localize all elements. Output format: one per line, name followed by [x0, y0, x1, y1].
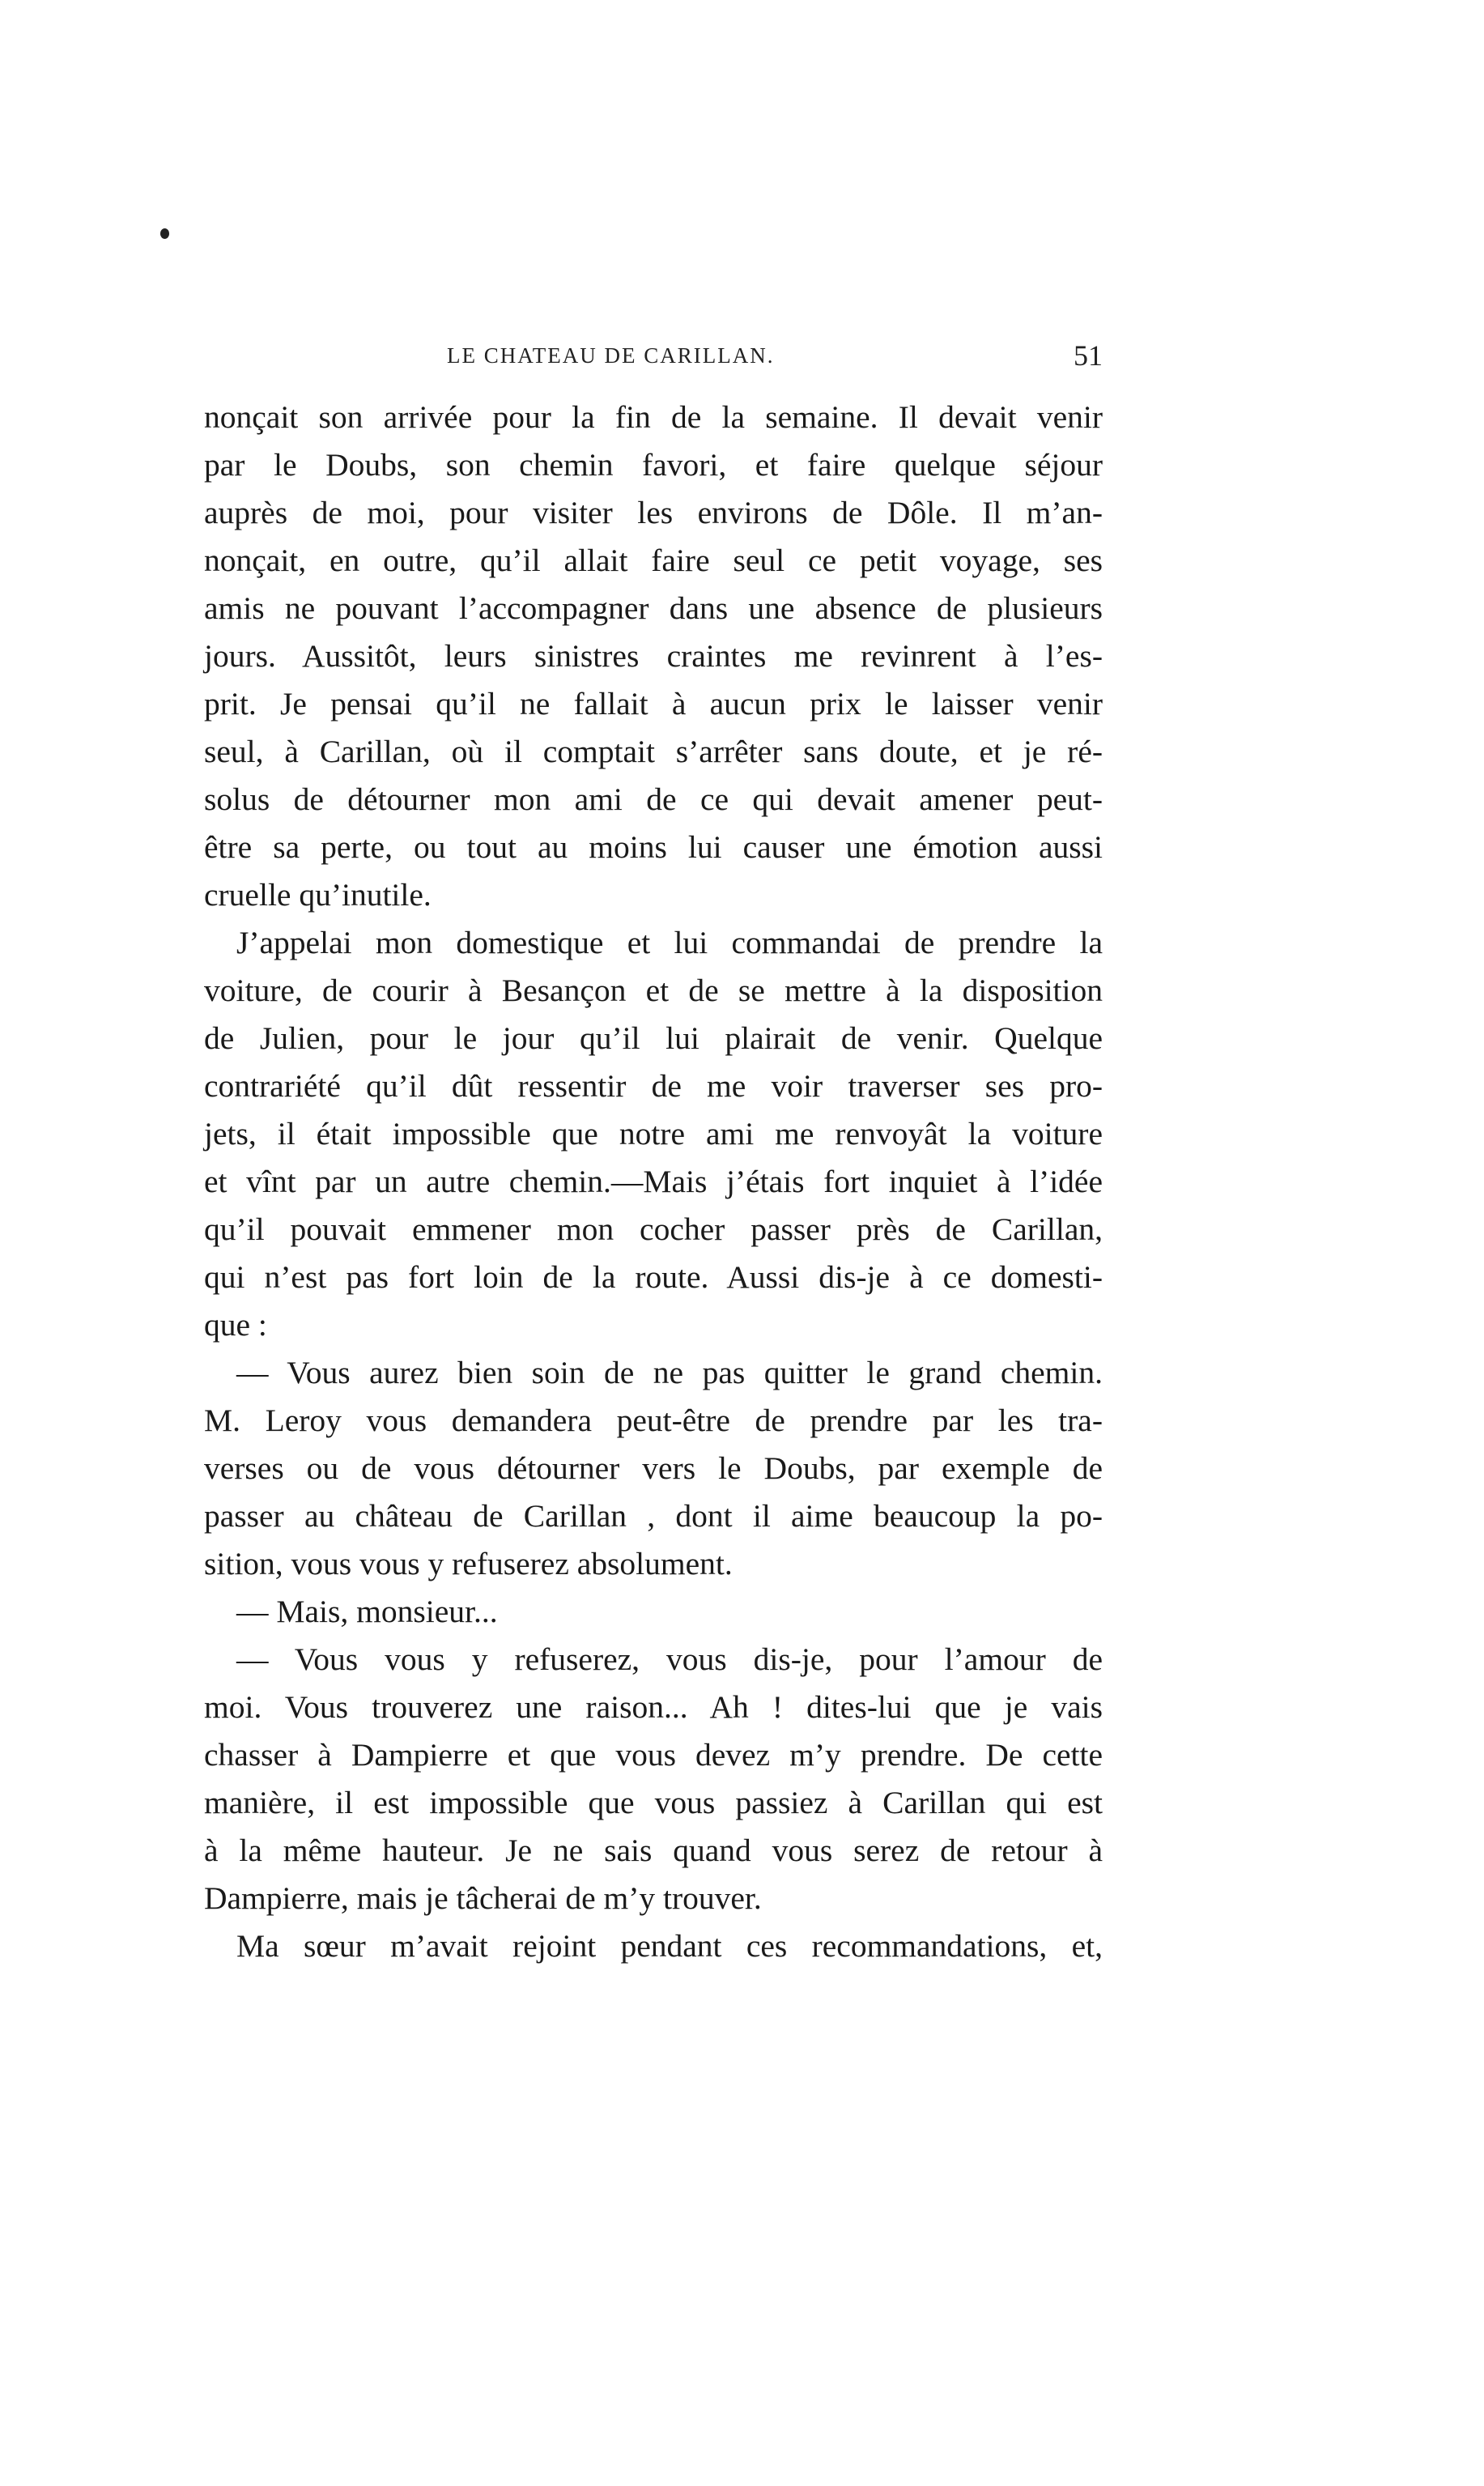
text-line: être sa perte, ou tout au moins lui causer une émotion aussi: [204, 829, 1103, 865]
text-line: Dampierre, mais je tâcherai de m’y trouver.: [204, 1880, 762, 1916]
ink-speck: [160, 228, 169, 239]
text-line: qui n’est pas fort loin de la route. Aussi dis-je à ce domesti-: [204, 1259, 1103, 1295]
text-line: J’appelai mon domestique et lui commandai de prendre la: [236, 925, 1103, 960]
text-line: de Julien, pour le jour qu’il lui plairait de venir. Quelque: [204, 1020, 1103, 1056]
text-line: — Vous vous y refuserez, vous dis-je, pour l’amour de: [236, 1641, 1103, 1677]
text-line: verses ou de vous détourner vers le Doubs, par exemple de: [204, 1450, 1103, 1486]
text-line: contrariété qu’il dût ressentir de me voir traverser ses pro-: [204, 1068, 1103, 1104]
body-text: [204, 394, 1103, 1970]
text-line: chasser à Dampierre et que vous devez m’y prendre. De cette: [204, 1737, 1103, 1773]
text-line: — Vous aurez bien soin de ne pas quitter le grand chemin.: [236, 1355, 1103, 1390]
text-line: manière, il est impossible que vous passiez à Carillan qui est: [204, 1785, 1103, 1820]
text-line: à la même hauteur. Je ne sais quand vous serez de retour à: [204, 1833, 1103, 1868]
text-line: — Mais, monsieur...: [236, 1594, 498, 1629]
text-line: amis ne pouvant l’accompagner dans une absence de plusieurs: [204, 590, 1103, 626]
running-title: LE CHATEAU DE CARILLAN.: [447, 343, 775, 368]
text-line: Ma sœur m’avait rejoint pendant ces recommandations, et,: [236, 1928, 1103, 1964]
text-line: sition, vous vous y refuserez absolument.: [204, 1546, 733, 1581]
text-line: qu’il pouvait emmener mon cocher passer près de Carillan,: [204, 1211, 1103, 1247]
text-line: nonçait son arrivée pour la fin de la semaine. Il devait venir: [204, 399, 1103, 435]
text-line: auprès de moi, pour visiter les environs de Dôle. Il m’an-: [204, 495, 1103, 530]
page-number: 51: [1074, 339, 1103, 372]
text-line: M. Leroy vous demandera peut-être de prendre par les tra-: [204, 1403, 1103, 1438]
text-line: seul, à Carillan, où il comptait s’arrêter sans doute, et je ré-: [204, 734, 1103, 769]
text-line: prit. Je pensai qu’il ne fallait à aucun prix le laisser venir: [204, 686, 1103, 722]
text-line: cruelle qu’inutile.: [204, 877, 432, 913]
text-line: solus de détourner mon ami de ce qui devait amener peut-: [204, 781, 1103, 817]
text-line: moi. Vous trouverez une raison... Ah ! dites-lui que je vais: [204, 1689, 1103, 1725]
text-line: nonçait, en outre, qu’il allait faire seul ce petit voyage, ses: [204, 543, 1103, 578]
text-line: que :: [204, 1307, 267, 1343]
text-line: et vînt par un autre chemin.—Mais j’étais fort inquiet à l’idée: [204, 1164, 1103, 1199]
text-line: passer au château de Carillan , dont il aime beaucoup la po-: [204, 1498, 1103, 1534]
text-line: voiture, de courir à Besançon et de se mettre à la disposition: [204, 973, 1103, 1008]
text-line: jours. Aussitôt, leurs sinistres craintes me revinrent à l’es-: [204, 638, 1103, 674]
text-line: jets, il était impossible que notre ami me renvoyât la voiture: [204, 1116, 1103, 1151]
text-line: par le Doubs, son chemin favori, et faire quelque séjour: [204, 447, 1103, 483]
page-header: [204, 339, 1103, 392]
